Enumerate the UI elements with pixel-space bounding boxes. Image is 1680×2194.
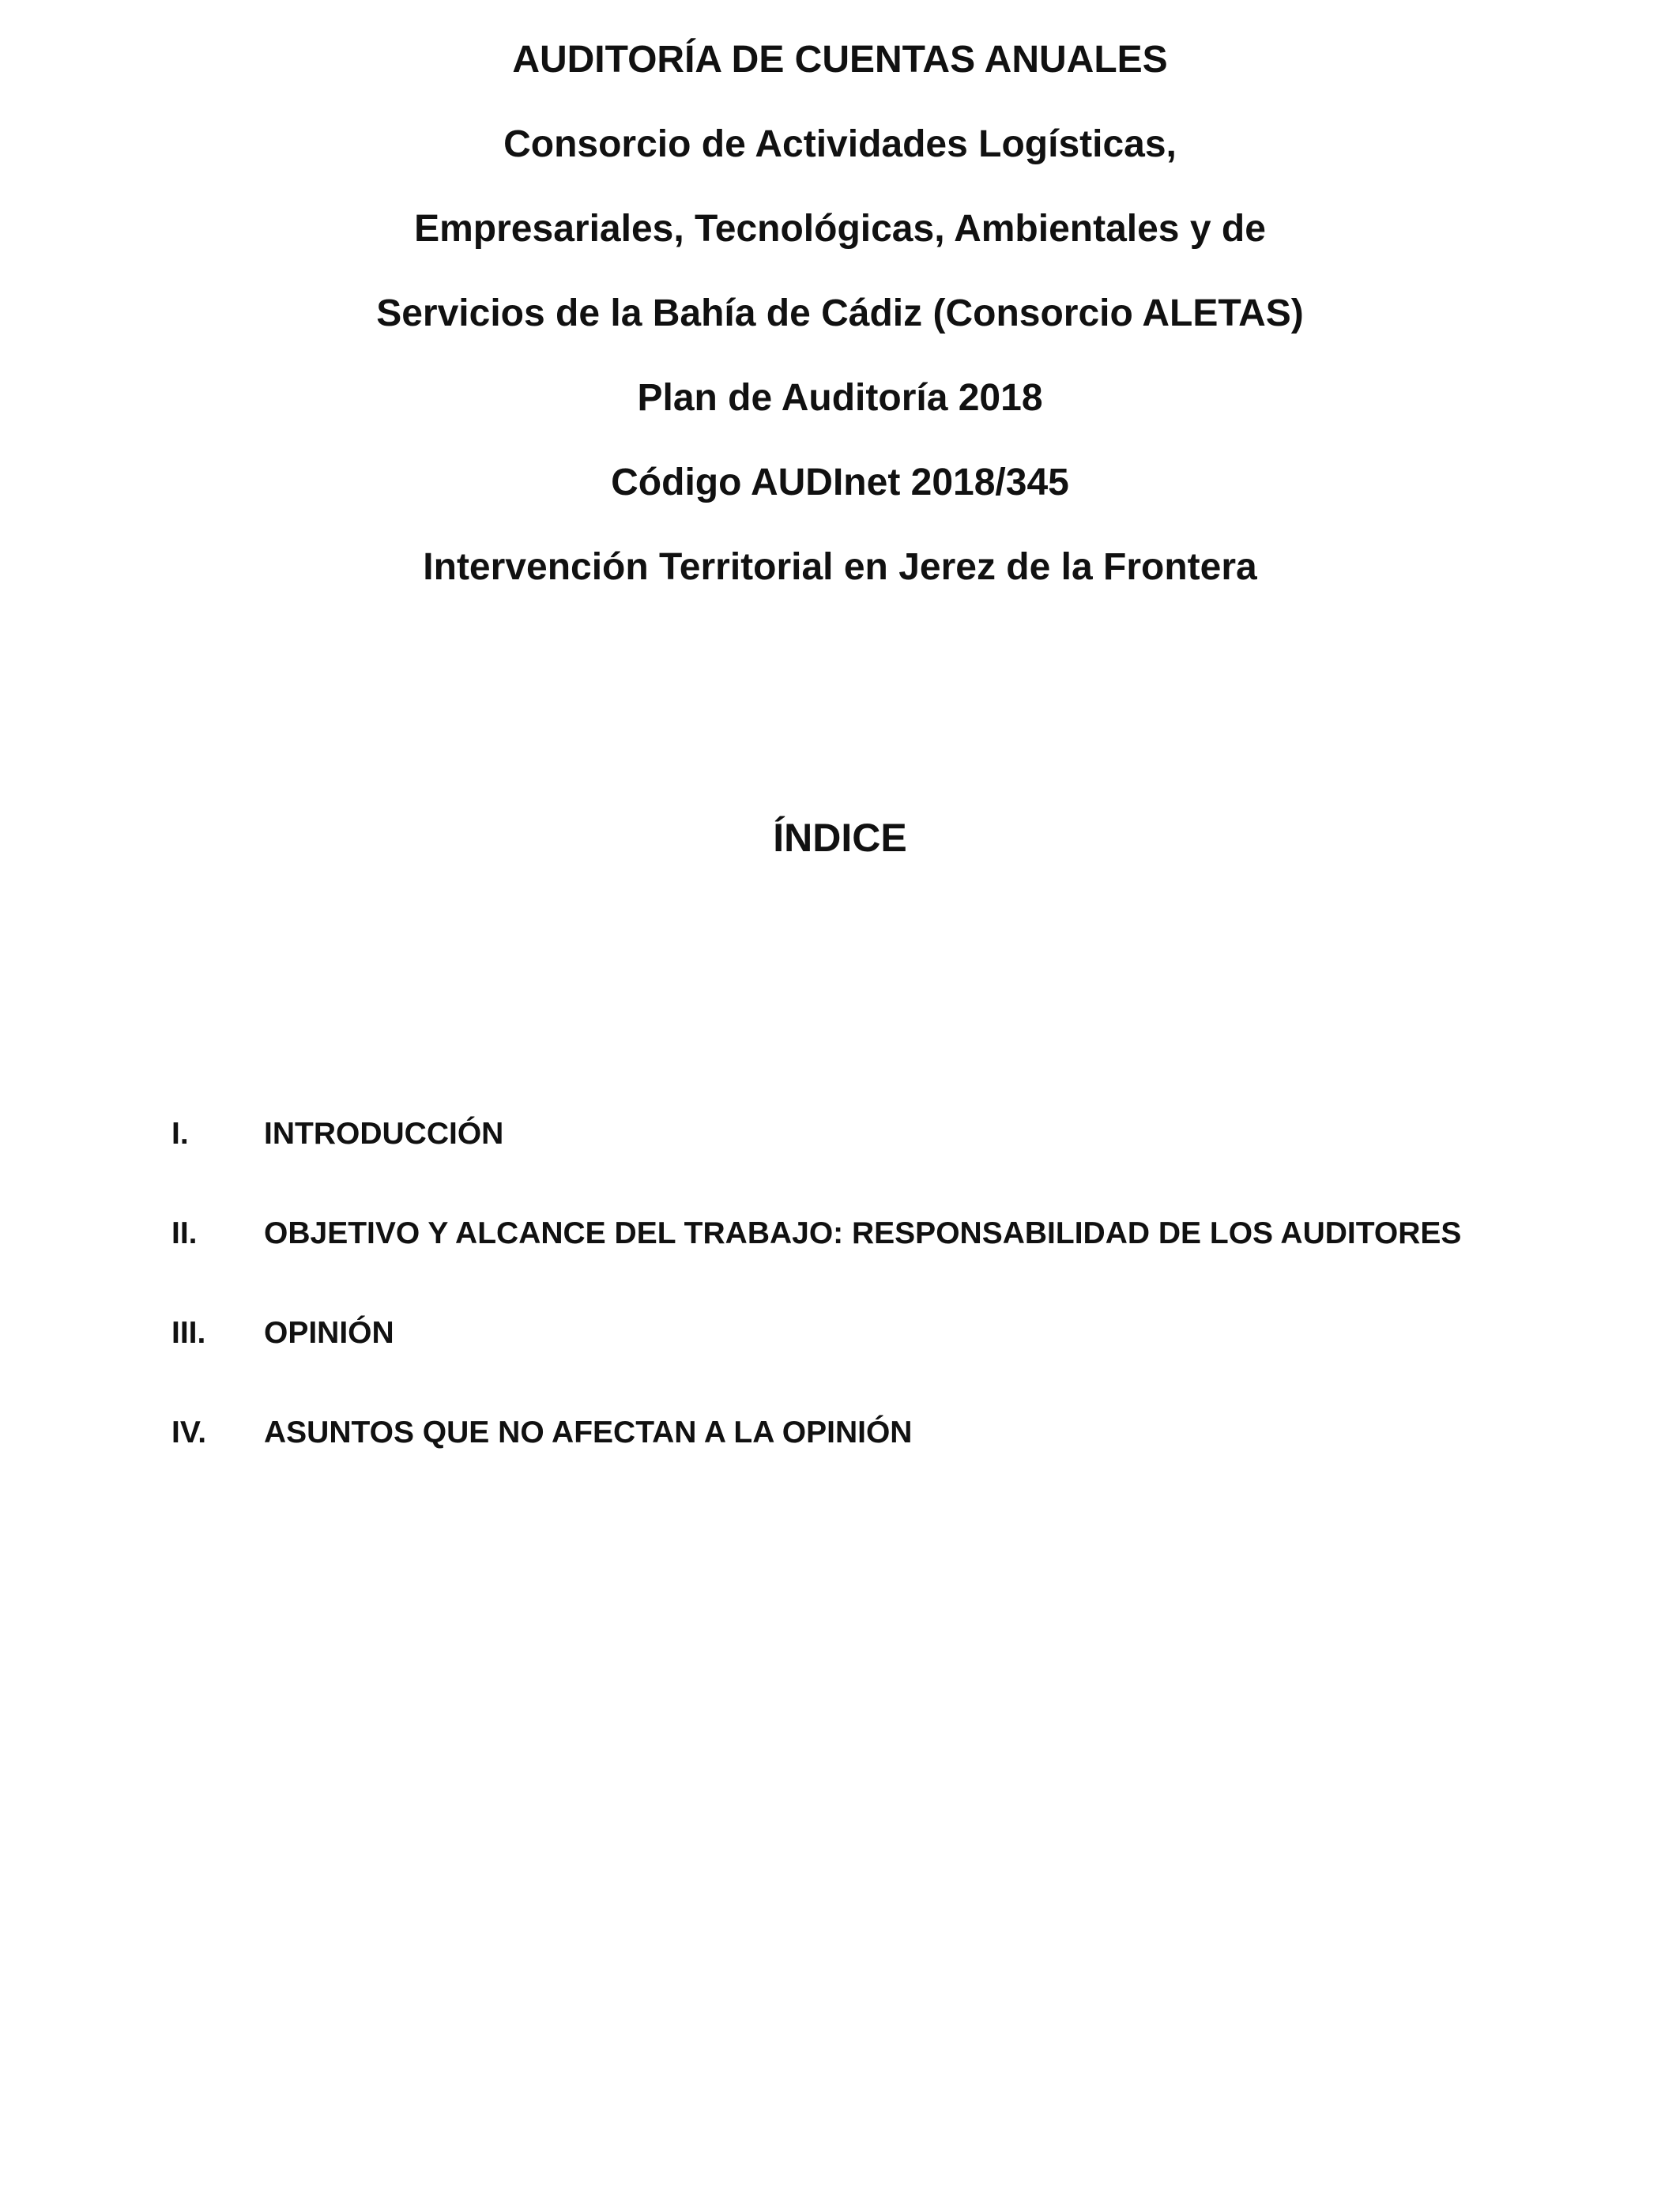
title-block xyxy=(0,17,1680,609)
index-heading: ÍNDICE xyxy=(773,816,907,860)
toc-item-label: ASUNTOS QUE NO AFECTAN A LA OPINIÓN xyxy=(264,1416,913,1449)
toc-item-number: IV. xyxy=(171,1416,207,1449)
toc-item-opinion xyxy=(171,1314,1515,1413)
entity-name-line-3: Servicios de la Bahía de Cádiz (Consorcio ALETAS) xyxy=(376,292,1304,334)
audit-plan: Plan de Auditoría 2018 xyxy=(637,377,1043,419)
toc-item-number: III. xyxy=(171,1316,206,1350)
entity-name-line-1: Consorcio de Actividades Logísticas, xyxy=(503,123,1177,165)
entity-name-line-2: Empresariales, Tecnológicas, Ambientales y de xyxy=(414,208,1266,250)
toc-item-label: OBJETIVO Y ALCANCE DEL TRABAJO: RESPONSABILIDAD DE LOS AUDITORES xyxy=(264,1216,1462,1250)
toc-item-introduccion xyxy=(171,1114,1515,1214)
toc-item-objetivo xyxy=(171,1214,1515,1314)
toc-item-asuntos xyxy=(171,1413,1515,1513)
toc-item-label: OPINIÓN xyxy=(264,1316,394,1350)
table-of-contents xyxy=(171,1114,1515,1513)
toc-item-number: II. xyxy=(171,1216,198,1250)
document-title: AUDITORÍA DE CUENTAS ANUALES xyxy=(512,39,1168,81)
audit-code: Código AUDInet 2018/345 xyxy=(611,462,1069,503)
toc-item-label: INTRODUCCIÓN xyxy=(264,1117,504,1151)
audit-office: Intervención Territorial en Jerez de la Frontera xyxy=(423,546,1257,588)
toc-item-number: I. xyxy=(171,1117,189,1151)
